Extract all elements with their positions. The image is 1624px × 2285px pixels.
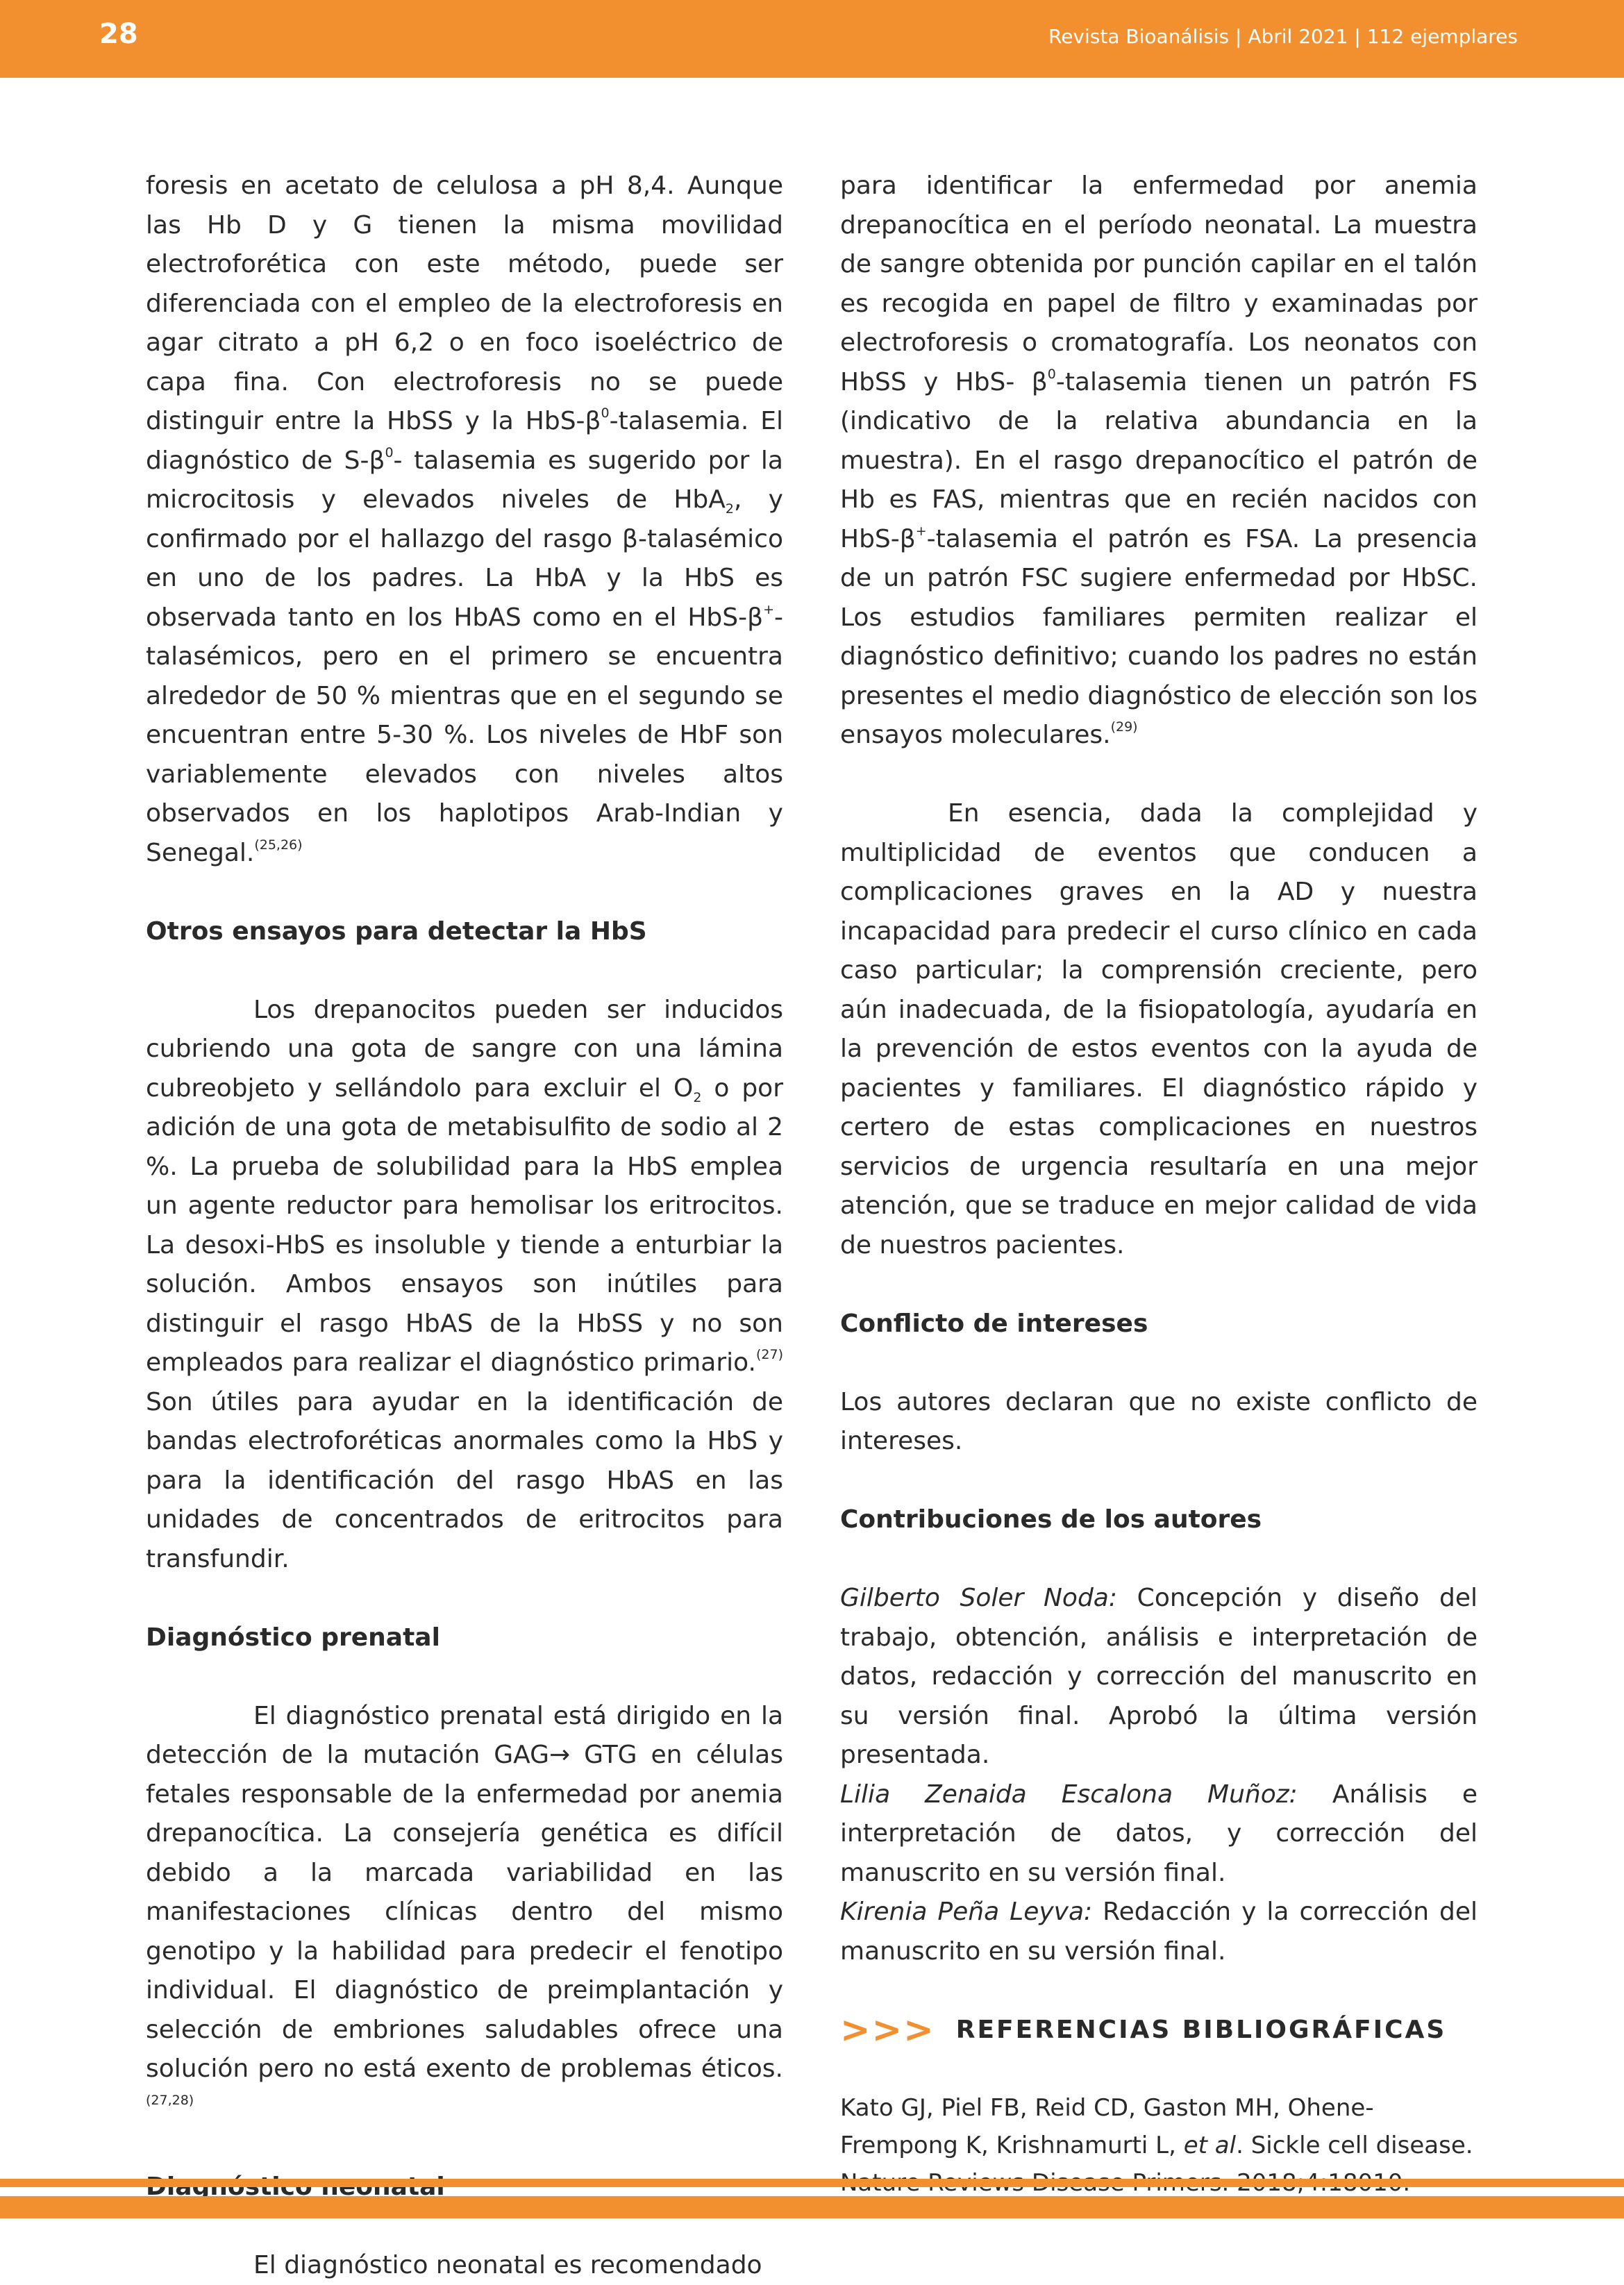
paragraph: Los autores declaran que no existe conflicto de intereses. <box>840 1383 1477 1462</box>
citation: (27,28) <box>146 2093 194 2108</box>
paragraph: El diagnóstico neonatal es recomendado <box>146 2246 783 2285</box>
citation: (29) <box>1111 719 1138 735</box>
paragraph: para identificar la enfermedad por anemia drepanocítica en el período neonatal. La muestra de sangre obtenida por punción capilar en el talón es recogida en papel de filtro y examinadas por electroforesis o cromatografía. Los neonatos con HbSS y HbS- $\beta^0$-talasemia tienen un patrón FS (indicativo de la relativa abundancia en la muestra). En el rasgo drepanocítico el patrón de Hb es FAS, mientras que en recién nacidos con HbS-β+-talasemia el patrón es FSA. La presencia de un patrón FSC sugiere enfermedad por HbSC. Los estudios familiares permiten realizar el diagnóstico definitivo; cuando los padres no están presentes el medio diagnóstico de elección son los ensayos moleculares.$^{(29)}$ <box>840 167 1477 755</box>
paragraph: foresis en acetato de celulosa a pH 8,4. Aunque las Hb D y G tienen la misma movilidad electroforética con este método, puede ser diferenciada con el empleo de la electroforesis en agar citrato a pH 6,2 o en foco isoeléctrico de capa fina. Con electroforesis no se puede distinguir entre la HbSS y la HbS-$\beta^0$-talasemia. El diagnóstico de $S-\beta^0-$ talasemia es sugerido por la microcitosis y elevados niveles de HbA$_2$, y confirmado por el hallazgo del rasgo β-talasémico en uno de los padres. La HbA y la HbS es observada tanto en los HbAS como en el HbS-β+-talasémicos, pero en el primero se encuentra alrededor de 50 % mientras que en el segundo se encuentran entre 5-30 %. Los niveles de HbF son variablemente elevados con niveles altos observados en los haplotipos Arab-Indian y Senegal.$^{(25,26)}$ <box>146 167 783 873</box>
page-number: 28 <box>99 18 138 50</box>
section-heading-contribuciones: Contribuciones de los autores <box>840 1500 1477 1540</box>
triple-chevron-icon: >>> <box>840 2011 935 2050</box>
author-name: Kirenia Peña Leyva: <box>840 1898 1092 1926</box>
paragraph: El diagnóstico prenatal está dirigido en la detección de la mutación GAG→ GTG en células fetales responsable de la enfermedad por anemia drepanocítica. La consejería genética es difícil debido a la marcada variabilidad en las manifestaciones clínicas dentro del mismo genotipo y la habilidad para predecir el fenotipo individual. El diagnóstico de preimplantación y selección de embriones saludables ofrece una solución pero no está exento de problemas éticos.$^{(27,28)}$ <box>146 1697 783 2129</box>
left-column <box>146 167 783 2285</box>
citation: (27) <box>756 1347 783 1362</box>
citation: (25,26) <box>254 837 302 853</box>
footer-rule <box>0 2179 1624 2187</box>
paragraph: En esencia, dada la complejidad y multiplicidad de eventos que conducen a complicaciones graves en la AD y nuestra incapacidad para predecir el curso clínico en cada caso particular; la comprensión creciente, pero aún inadecuada, de la fisiopatología, ayudaría en la prevención de estos eventos con la ayuda de pacientes y familiares. El diagnóstico rápido y certero de estas complicaciones en nuestros servicios de urgencia resultaría en una mejor atención, que se traduce en mejor calidad de vida de nuestros pacientes. <box>840 794 1477 1265</box>
author-name: Lilia Zenaida Escalona Muñoz: <box>840 1780 1298 1809</box>
page-header-band <box>0 0 1624 78</box>
references-title: REFERENCIAS BIBLIOGRÁFICAS <box>956 2011 1447 2050</box>
section-heading-diagnostico-prenatal: Diagnóstico prenatal <box>146 1618 783 1658</box>
paragraph: Los drepanocitos pueden ser inducidos cubriendo una gota de sangre con una lámina cubreobjeto y sellándolo para excluir el $O_2$ o por adición de una gota de metabisulfito de sodio al 2 %. La prueba de solubilidad para la HbS emplea un agente reductor para hemolisar los eritrocitos. La desoxi-HbS es insoluble y tiende a enturbiar la solución. Ambos ensayos son inútiles para distinguir el rasgo HbAS de la HbSS y no son empleados para realizar el diagnóstico primario.$^{(27)}$ Son útiles para ayudar en la identificación de bandas electroforéticas anormales como la HbS y para la identificación del rasgo HbAS en las unidades de concentrados de eritrocitos para transfundir. <box>146 991 783 1580</box>
running-head: Revista Bioanálisis | Abril 2021 | 112 ejemplares <box>1048 25 1518 48</box>
section-heading-conflicto: Conflicto de intereses <box>840 1305 1477 1344</box>
author-name: Gilberto Soler Noda: <box>840 1584 1117 1612</box>
contribution-item: Lilia Zenaida Escalona Muñoz: Análisis e interpretación de datos, y corrección del manuscrito en su versión final. <box>840 1775 1477 1893</box>
contribution-item: Gilberto Soler Noda: Concepción y diseño del trabajo, obtención, análisis e interpretación de datos, redacción y corrección del manuscrito en su versión final. Aprobó la última versión presentada. <box>840 1579 1477 1775</box>
contribution-item: Kirenia Peña Leyva: Redacción y la corrección del manuscrito en su versión final. <box>840 1893 1477 1971</box>
reference-item: Kato GJ, Piel FB, Reid CD, Gaston MH, Ohene-Frempong K, Krishnamurti L, et al. Sickle cell disease. <box>840 2089 1477 2202</box>
right-column <box>840 167 1477 2202</box>
references-heading <box>840 2011 1477 2050</box>
section-heading-otros-ensayos: Otros ensayos para detectar la HbS <box>146 912 783 952</box>
footer-band <box>0 2196 1624 2218</box>
